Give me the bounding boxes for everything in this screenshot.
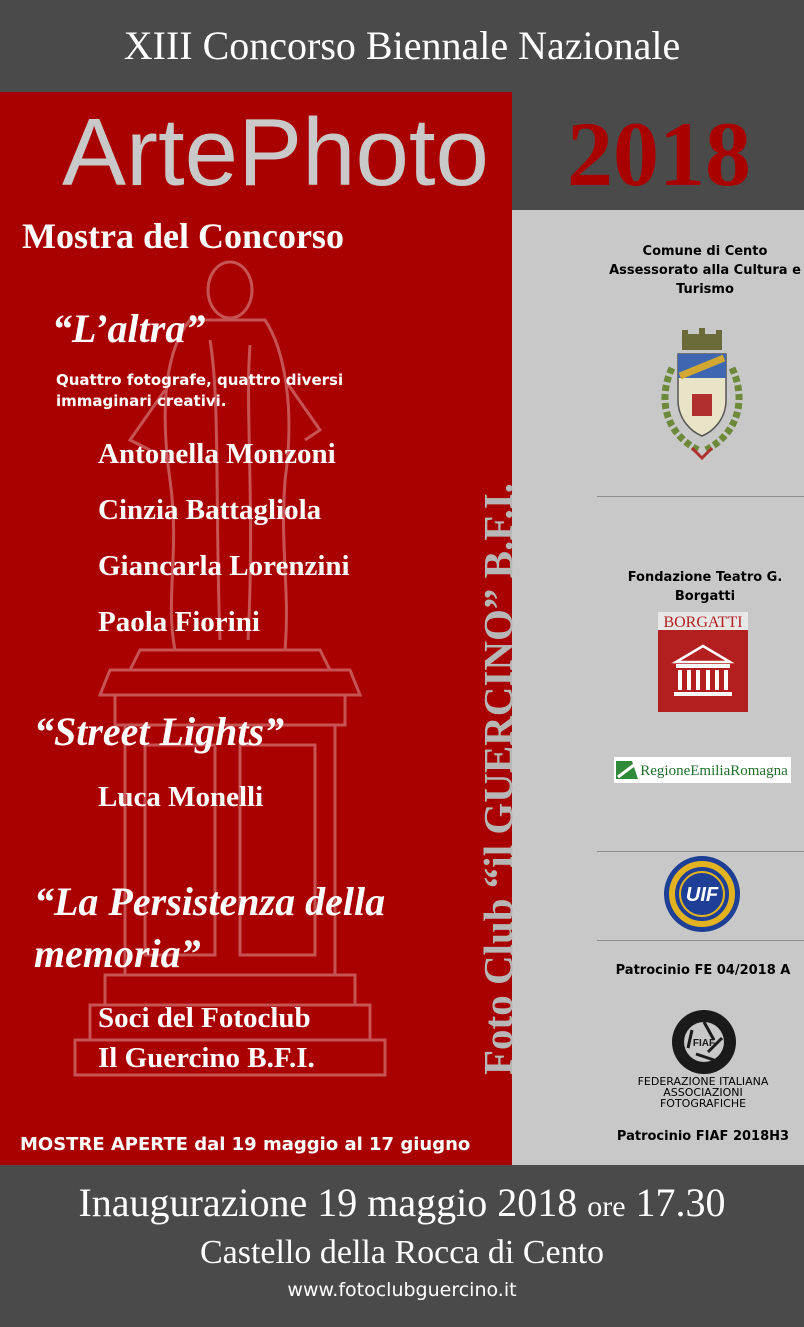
competition-title: XIII Concorso Biennale Nazionale bbox=[123, 23, 681, 68]
fiaf-name: FEDERAZIONE ITALIANA ASSOCIAZIONI FOTOGRAFICHE bbox=[637, 1075, 769, 1110]
divider bbox=[597, 940, 804, 941]
divider bbox=[597, 851, 804, 852]
inauguration-time: 17.30 bbox=[635, 1180, 726, 1225]
section-title-persistenza: “La Persistenza della memoria” bbox=[34, 879, 386, 976]
divider bbox=[597, 496, 804, 497]
year-label: 2018 bbox=[567, 103, 751, 205]
brand-title: ArtePhoto bbox=[62, 99, 489, 206]
artist-name: Giancarla Lorenzini bbox=[98, 550, 350, 582]
inauguration-ore: ore bbox=[587, 1190, 626, 1223]
comune-label: Comune di Cento Assessorato alla Cultura e Turismo bbox=[609, 244, 801, 297]
patrocinio-fiaf-label: Patrocinio FIAF 2018H3 bbox=[616, 1129, 790, 1144]
regione-logo-text: RegioneEmiliaRomagna bbox=[640, 763, 788, 779]
borgatti-logo-text: BORGATTI bbox=[663, 614, 743, 631]
artist-name: Luca Monelli bbox=[98, 781, 264, 813]
website-link[interactable]: www.fotoclubguercino.it bbox=[287, 1279, 517, 1301]
regione-emilia-romagna-logo bbox=[614, 757, 791, 783]
coat-of-arms-icon bbox=[654, 328, 750, 462]
section-title-street-lights: “Street Lights” bbox=[34, 709, 285, 754]
artist-name: Il Guercino B.F.I. bbox=[98, 1042, 315, 1074]
inauguration-date: Inaugurazione 19 maggio 2018 bbox=[78, 1180, 578, 1225]
section-description: Quattro fotografe, quattro diversi immaginari creativi. bbox=[56, 371, 344, 410]
artist-name: Antonella Monzoni bbox=[98, 438, 336, 470]
artist-name: Paola Fiorini bbox=[98, 606, 260, 638]
patrocinio-fe-label: Patrocinio FE 04/2018 A bbox=[615, 963, 791, 978]
venue: Castello della Rocca di Cento bbox=[199, 1234, 605, 1271]
fondazione-label: Fondazione Teatro G. Borgatti bbox=[627, 570, 783, 604]
exhibition-heading: Mostra del Concorso bbox=[22, 216, 344, 256]
section-title-laltra: “L’altra” bbox=[52, 306, 206, 351]
club-name-vertical: Foto Club “il GUERCINO” B.F.I. bbox=[475, 483, 521, 1075]
fiaf-logo-text: FIAF bbox=[692, 1038, 716, 1049]
uif-logo bbox=[663, 855, 741, 933]
exhibition-dates: MOSTRE APERTE dal 19 maggio al 17 giugno bbox=[20, 1134, 471, 1155]
borgatti-theatre-logo bbox=[658, 612, 748, 712]
inauguration-line bbox=[0, 1178, 804, 1232]
fiaf-logo bbox=[670, 1008, 738, 1076]
artist-name: Cinzia Battagliola bbox=[98, 494, 322, 526]
artist-name: Soci del Fotoclub bbox=[98, 1002, 311, 1034]
uif-logo-text: UIF bbox=[685, 884, 719, 906]
